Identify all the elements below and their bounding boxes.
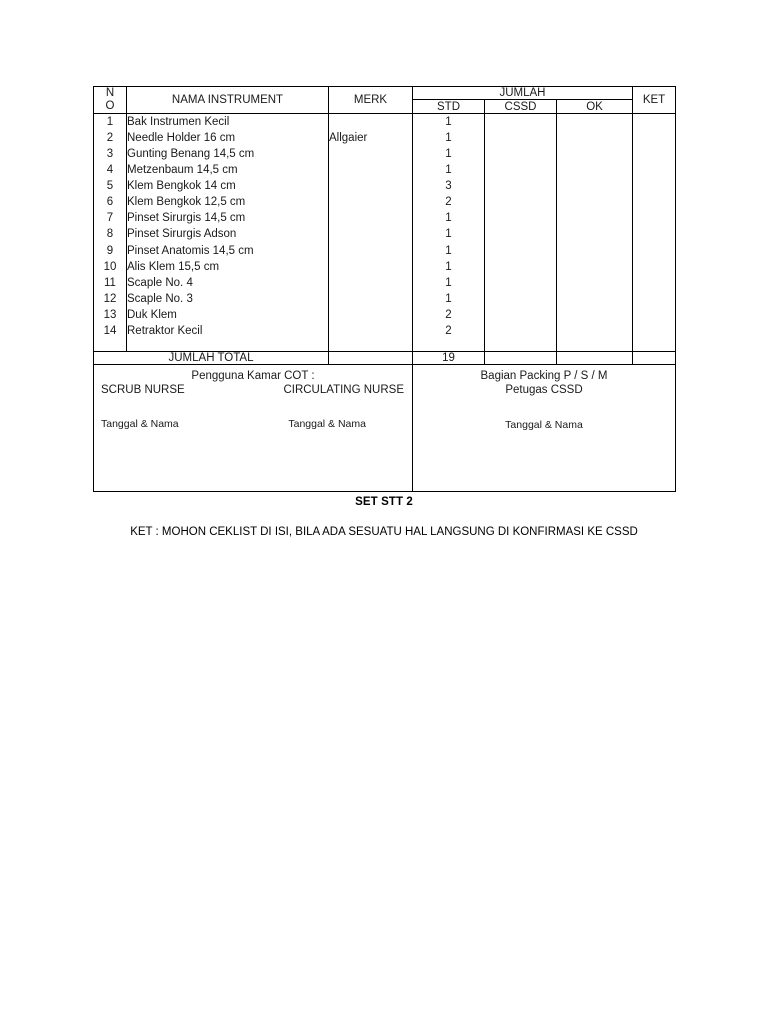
quantity-ok[interactable] (557, 210, 633, 226)
quantity-ok[interactable] (557, 323, 633, 339)
row-ket[interactable] (633, 243, 676, 259)
instrument-table (93, 86, 676, 492)
row-ket[interactable] (633, 210, 676, 226)
quantity-std: 1 (413, 291, 485, 307)
table-row (94, 323, 676, 339)
row-number: 7 (94, 210, 127, 226)
quantity-std: 1 (413, 130, 485, 146)
instrument-merk: Allgaier (329, 130, 413, 146)
table-row (94, 178, 676, 194)
table-row (94, 307, 676, 323)
instrument-name: Scaple No. 4 (127, 275, 329, 291)
row-number: 13 (94, 307, 127, 323)
column-header-cssd: CSSD (485, 100, 557, 113)
quantity-std: 3 (413, 178, 485, 194)
instrument-name: Pinset Sirurgis Adson (127, 226, 329, 242)
quantity-std: 1 (413, 162, 485, 178)
column-header-jumlah: JUMLAH (413, 87, 633, 100)
signature-name-circulating-nurse[interactable]: Tanggal & Nama (288, 418, 366, 431)
signature-block-right (413, 365, 676, 492)
quantity-cssd[interactable] (485, 243, 557, 259)
row-ket[interactable] (633, 226, 676, 242)
table-row (94, 162, 676, 178)
table-header (94, 87, 676, 114)
row-number: 2 (94, 130, 127, 146)
column-header-no (94, 87, 127, 114)
instrument-name: Duk Klem (127, 307, 329, 323)
quantity-std: 1 (413, 259, 485, 275)
table-row (94, 210, 676, 226)
table-row (94, 194, 676, 210)
column-header-ok: OK (557, 100, 633, 113)
row-ket[interactable] (633, 113, 676, 130)
total-row (94, 352, 676, 365)
column-header-ket: KET (633, 87, 676, 114)
quantity-cssd[interactable] (485, 259, 557, 275)
quantity-ok[interactable] (557, 146, 633, 162)
table-body (94, 113, 676, 351)
signature-role-scrub-nurse: SCRUB NURSE (101, 384, 185, 397)
row-number: 5 (94, 178, 127, 194)
instrument-name: Pinset Anatomis 14,5 cm (127, 243, 329, 259)
instrument-merk (329, 275, 413, 291)
quantity-ok[interactable] (557, 291, 633, 307)
instrument-merk (329, 210, 413, 226)
signature-role-circulating-nurse: CIRCULATING NURSE (283, 384, 404, 397)
quantity-std: 1 (413, 210, 485, 226)
row-number: 1 (94, 113, 127, 130)
quantity-ok[interactable] (557, 162, 633, 178)
table-row (94, 146, 676, 162)
table-row (94, 259, 676, 275)
quantity-ok[interactable] (557, 130, 633, 146)
quantity-ok[interactable] (557, 226, 633, 242)
table-row (94, 113, 676, 130)
table-spacer-cell (485, 339, 557, 352)
row-ket[interactable] (633, 130, 676, 146)
instrument-merk (329, 307, 413, 323)
row-number: 6 (94, 194, 127, 210)
signature-name-cssd-officer[interactable]: Tanggal & Nama (505, 419, 583, 432)
signature-right-title: Bagian Packing P / S / M (480, 370, 608, 383)
instrument-name: Needle Holder 16 cm (127, 130, 329, 146)
table-spacer-cell (557, 339, 633, 352)
total-std: 19 (413, 352, 485, 365)
set-label: SET STT 2 (355, 496, 413, 509)
signature-name-scrub-nurse[interactable]: Tanggal & Nama (101, 418, 179, 431)
row-number: 3 (94, 146, 127, 162)
row-ket[interactable] (633, 162, 676, 178)
row-number: 12 (94, 291, 127, 307)
table-row (94, 291, 676, 307)
quantity-ok[interactable] (557, 275, 633, 291)
table-row (94, 275, 676, 291)
quantity-std: 2 (413, 323, 485, 339)
quantity-std: 2 (413, 194, 485, 210)
instrument-merk (329, 291, 413, 307)
quantity-cssd[interactable] (485, 275, 557, 291)
quantity-std: 1 (413, 113, 485, 130)
instrument-name: Scaple No. 3 (127, 291, 329, 307)
total-ok[interactable] (557, 352, 633, 365)
quantity-ok[interactable] (557, 113, 633, 130)
instrument-name: Bak Instrumen Kecil (127, 113, 329, 130)
table-spacer-cell (329, 339, 413, 352)
table-spacer-cell (633, 339, 676, 352)
quantity-cssd[interactable] (485, 291, 557, 307)
instrument-merk (329, 194, 413, 210)
table-row (94, 226, 676, 242)
quantity-cssd[interactable] (485, 323, 557, 339)
quantity-cssd[interactable] (485, 178, 557, 194)
instrument-name: Alis Klem 15,5 cm (127, 259, 329, 275)
column-header-no-line2: O (105, 99, 115, 112)
quantity-cssd[interactable] (485, 226, 557, 242)
row-ket[interactable] (633, 146, 676, 162)
quantity-ok[interactable] (557, 178, 633, 194)
row-ket[interactable] (633, 178, 676, 194)
signature-block-left (94, 365, 413, 492)
column-header-nama-instrument: NAMA INSTRUMENT (127, 87, 329, 114)
quantity-ok[interactable] (557, 243, 633, 259)
instrument-merk (329, 162, 413, 178)
quantity-cssd[interactable] (485, 194, 557, 210)
quantity-cssd[interactable] (485, 162, 557, 178)
column-header-no-line1: N (105, 87, 115, 99)
quantity-cssd[interactable] (485, 146, 557, 162)
row-number: 11 (94, 275, 127, 291)
quantity-cssd[interactable] (485, 307, 557, 323)
signature-row (94, 365, 676, 492)
row-ket[interactable] (633, 275, 676, 291)
instrument-merk (329, 146, 413, 162)
row-number: 14 (94, 323, 127, 339)
total-ket[interactable] (633, 352, 676, 365)
row-ket[interactable] (633, 291, 676, 307)
row-number: 4 (94, 162, 127, 178)
quantity-ok[interactable] (557, 307, 633, 323)
quantity-cssd[interactable] (485, 210, 557, 226)
total-cssd[interactable] (485, 352, 557, 365)
instrument-merk (329, 113, 413, 130)
row-ket[interactable] (633, 194, 676, 210)
instrument-name: Retraktor Kecil (127, 323, 329, 339)
column-header-std: STD (413, 100, 485, 113)
instrument-name: Pinset Sirurgis 14,5 cm (127, 210, 329, 226)
table-spacer-cell (413, 339, 485, 352)
quantity-cssd[interactable] (485, 130, 557, 146)
table-spacer-row (94, 339, 676, 352)
quantity-std: 1 (413, 275, 485, 291)
quantity-std: 1 (413, 146, 485, 162)
instrument-name: Metzenbaum 14,5 cm (127, 162, 329, 178)
quantity-cssd[interactable] (485, 113, 557, 130)
table-row (94, 130, 676, 146)
instrument-merk (329, 259, 413, 275)
quantity-std: 1 (413, 243, 485, 259)
row-ket[interactable] (633, 259, 676, 275)
instrument-name: Klem Bengkok 12,5 cm (127, 194, 329, 210)
quantity-ok[interactable] (557, 194, 633, 210)
table-footer (94, 352, 676, 492)
instrument-name: Gunting Benang 14,5 cm (127, 146, 329, 162)
row-ket[interactable] (633, 323, 676, 339)
instrument-merk (329, 323, 413, 339)
row-ket[interactable] (633, 307, 676, 323)
quantity-std: 2 (413, 307, 485, 323)
quantity-ok[interactable] (557, 259, 633, 275)
instrument-name: Klem Bengkok 14 cm (127, 178, 329, 194)
instrument-merk (329, 226, 413, 242)
row-number: 9 (94, 243, 127, 259)
signature-right-subtitle: Petugas CSSD (505, 384, 583, 397)
form-note: KET : MOHON CEKLIST DI ISI, BILA ADA SESUATU HAL LANGSUNG DI KONFIRMASI KE CSSD (130, 526, 638, 539)
total-label: JUMLAH TOTAL (94, 352, 329, 365)
row-number: 8 (94, 226, 127, 242)
row-number: 10 (94, 259, 127, 275)
quantity-std: 1 (413, 226, 485, 242)
signature-left-title: Pengguna Kamar COT : (191, 370, 315, 383)
total-merk (329, 352, 413, 365)
instrument-checklist-form (93, 86, 675, 538)
instrument-merk (329, 243, 413, 259)
table-row (94, 243, 676, 259)
column-header-merk: MERK (329, 87, 413, 114)
table-spacer-cell (127, 339, 329, 352)
table-spacer-cell (94, 339, 127, 352)
header-row-primary (94, 87, 676, 100)
instrument-merk (329, 178, 413, 194)
